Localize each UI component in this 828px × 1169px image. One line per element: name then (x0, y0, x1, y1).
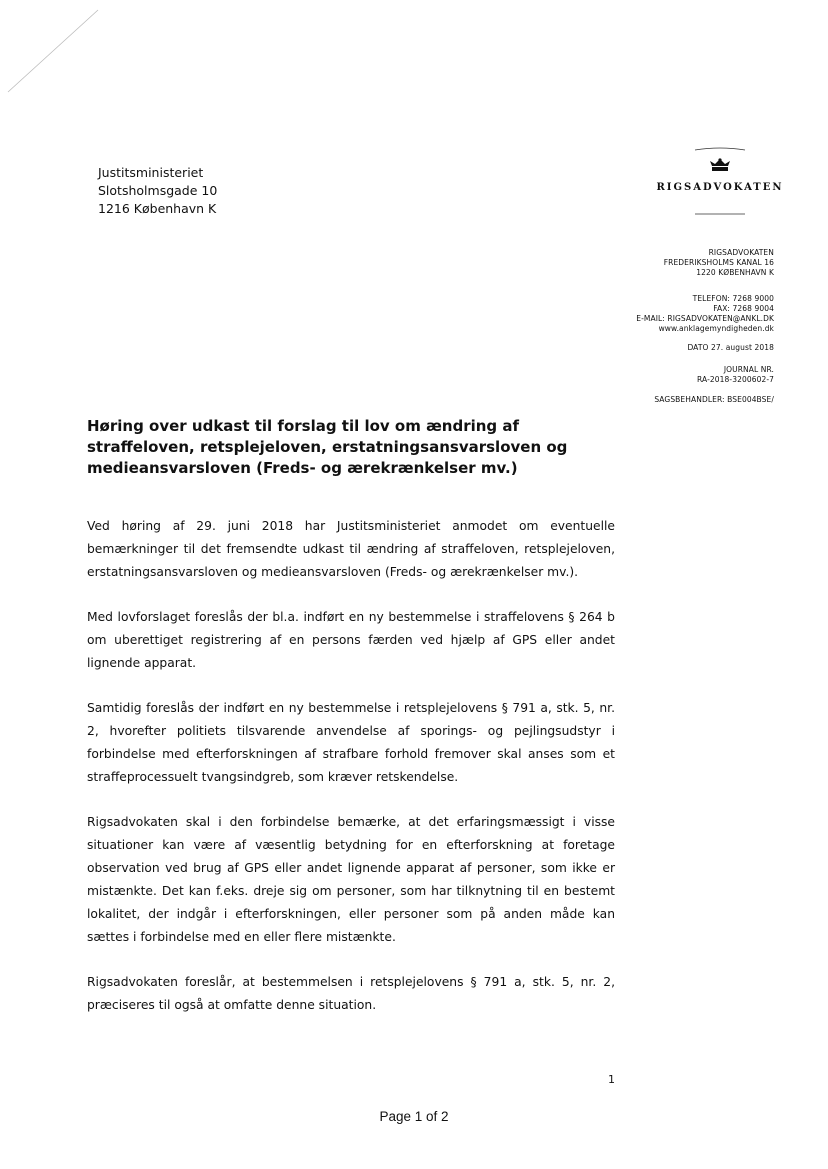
paragraph: Ved høring af 29. juni 2018 har Justitsministeriet anmodet om eventuelle bemærkninger til det fremsendte udkast til ændring af straffeloven, retsplejeloven, erstatningsansvarsloven og medieansvarsloven (Freds- og ærekrænkelser mv.). (87, 519, 615, 579)
letter-title: Høring over udkast til forslag til lov om ændring af straffeloven, retsplejeloven, erstatningsansvarsloven og medieansvarsloven (Freds- og ærekrænkelser mv.) (87, 417, 568, 477)
paragraph: Rigsadvokaten foreslår, at bestemmelsen i retsplejelovens § 791 a, stk. 5, nr. 2, præciseres til også at omfatte denne situation. (87, 975, 615, 1012)
date: DATO 27. august 2018 (687, 343, 774, 352)
sender-line: RIGSADVOKATEN (708, 248, 774, 257)
recipient-address (98, 164, 217, 218)
paragraph: Med lovforslaget foreslås der bl.a. indført en ny bestemmelse i straffelovens § 264 b om uberettiget registrering af en persons færden ved hjælp af GPS eller andet lignende apparat. (87, 610, 615, 670)
journal-label: JOURNAL NR. (723, 365, 774, 374)
organization-name: RIGSADVOKATEN (656, 182, 784, 193)
fax: FAX: 7268 9004 (713, 304, 774, 313)
recipient-line: 1216 København K (98, 201, 217, 216)
sender-address (636, 248, 774, 278)
sender-contact (636, 294, 774, 334)
logo (640, 140, 800, 220)
paragraph: Samtidig foreslås der indført en ny bestemmelse i retsplejelovens § 791 a, stk. 5, nr. 2, hvorefter politiets tilsvarende anvendelse af sporings- og pejlingsudstyr i forbindelse med efterforskningen af strafbare forhold fremover skal anses som et straffeprocessuelt tvangsindgreb, som kræver retskendelse. (87, 701, 615, 784)
journal (636, 365, 774, 385)
sender-info (636, 248, 774, 405)
email: E-MAIL: RIGSADVOKATEN@ANKL.DK (636, 314, 774, 323)
recipient-line: Slotsholmsgade 10 (98, 183, 218, 198)
page-number: 1 (608, 1073, 615, 1086)
paragraph: Rigsadvokaten skal i den forbindelse bemærke, at det erfaringsmæssigt i visse situationer kan være af væsentlig betydning for en efterforskning at foretage observation ved brug af GPS eller andet lignende apparat af personer, som ikke er mistænkte. Det kan f.eks. dreje sig om personer, som har tilknytning til en bestemt lokalitet, der indgår i efterforskningen, eller personer som på anden måde kan sættes i forbindelse med en eller flere mistænkte. (87, 815, 615, 944)
case-officer: SAGSBEHANDLER: BSE004BSE/ (654, 395, 774, 404)
phone: TELEFON: 7268 9000 (692, 294, 774, 303)
crown-icon (640, 140, 800, 180)
scan-mark (0, 0, 110, 100)
website: www.anklagemyndigheden.dk (658, 324, 774, 333)
letter-body (87, 515, 615, 1039)
journal-number: RA-2018-3200602-7 (697, 375, 774, 384)
sender-line: 1220 KØBENHAVN K (696, 268, 774, 277)
logo-divider (640, 204, 800, 224)
sender-line: FREDERIKSHOLMS KANAL 16 (663, 258, 774, 267)
page-footer: Page 1 of 2 (379, 1109, 449, 1124)
recipient-line: Justitsministeriet (98, 165, 204, 180)
